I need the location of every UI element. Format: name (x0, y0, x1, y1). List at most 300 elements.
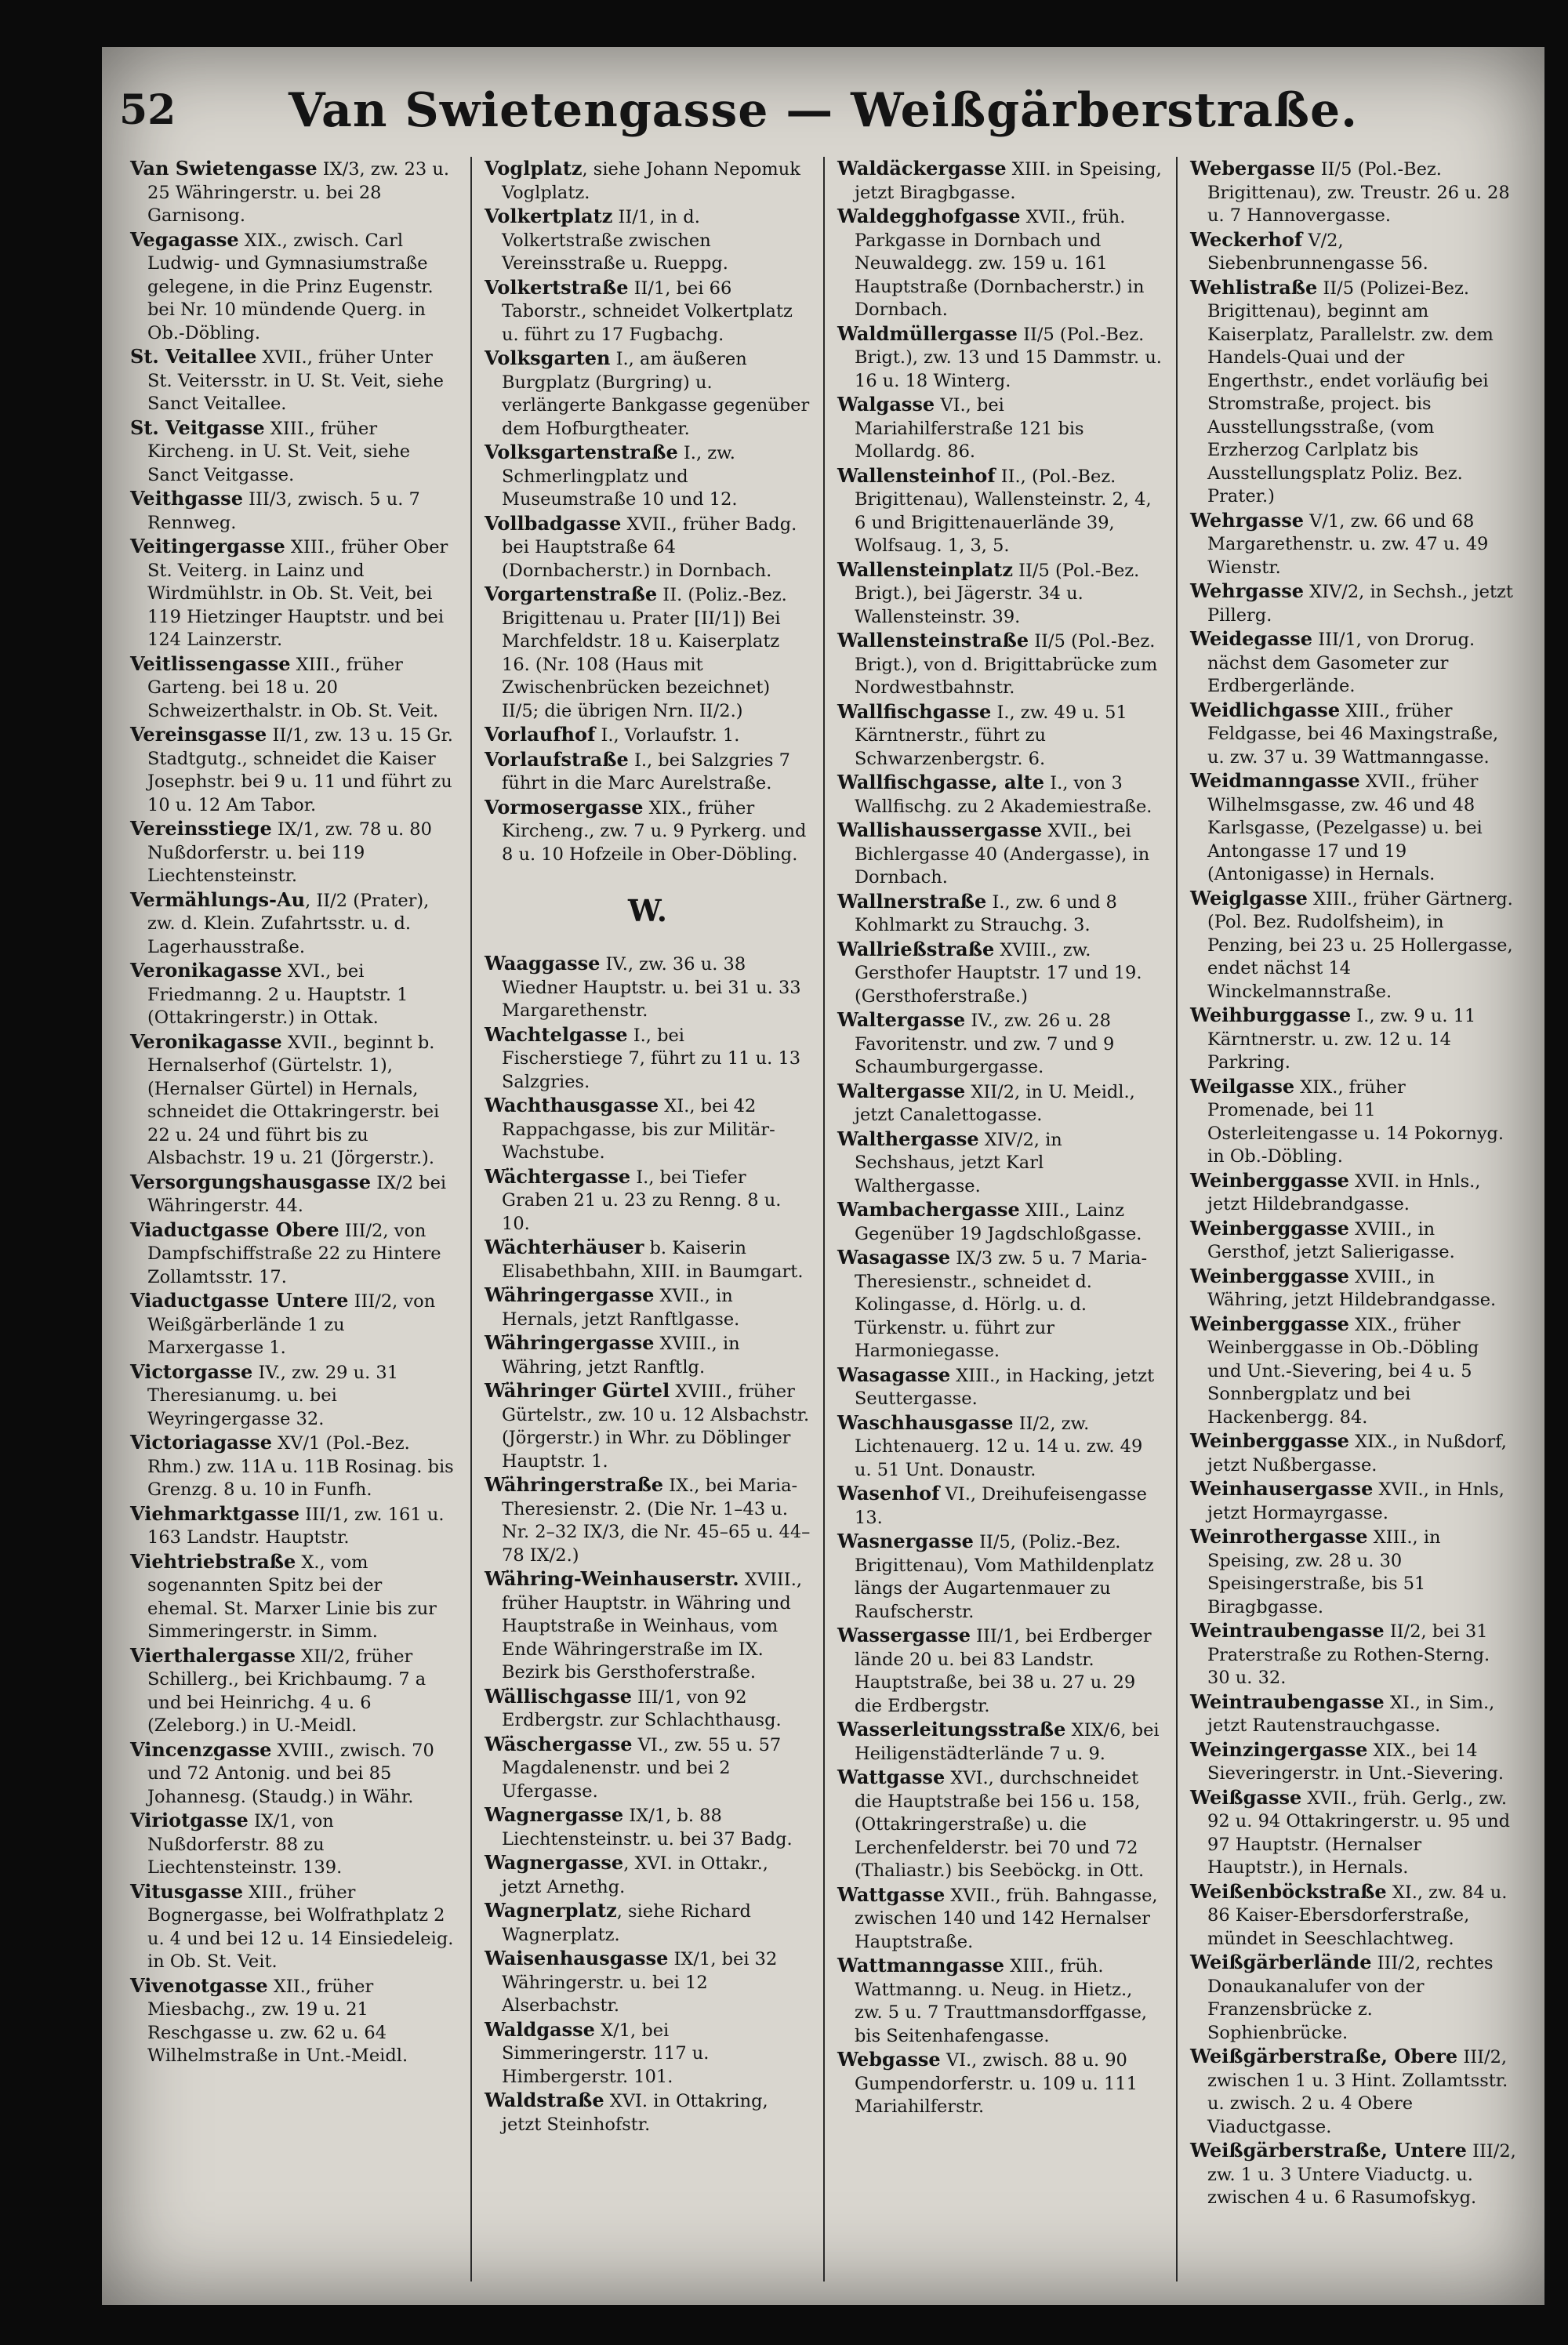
street-name: Weißgasse (1190, 1785, 1302, 1809)
street-entry (1190, 887, 1516, 1004)
street-name: Weckerhof (1190, 227, 1303, 251)
street-entry (837, 1718, 1163, 1766)
street-entry (130, 1030, 458, 1171)
street-description: IV., zw. 26 u. 28 Favoritenstr. und zw. 7 und 9 Schaumburgergasse. (855, 1011, 1115, 1077)
street-name: Vorgartenstraße (485, 583, 658, 605)
street-name: Waltergasse (837, 1008, 966, 1031)
street-name: Weinberggasse (1190, 1429, 1349, 1452)
street-name: Waldegghofgasse (837, 205, 1021, 227)
street-name: Wällischgasse (485, 1684, 632, 1708)
street-name: Vermählungs-Au (130, 888, 306, 911)
street-entry (130, 723, 458, 817)
street-name: Volkertstraße (485, 275, 629, 299)
street-description: , XVI. in Ottakr., jetzt Arnethg. (502, 1853, 768, 1897)
street-entry (485, 2089, 811, 2136)
street-entry (1190, 509, 1516, 580)
street-name: Viaductgasse Untere (130, 1289, 349, 1312)
street-description: I., Vorlaufstr. 1. (595, 725, 740, 746)
street-entry (130, 535, 458, 652)
street-name: Weinzingergasse (1190, 1737, 1368, 1761)
street-description: XIII., früher Garteng. bei 18 u. 20 Schweizerthalstr. in Ob. St. Veit. (147, 654, 439, 721)
street-entry (837, 322, 1163, 394)
street-name: Vollbadgasse (485, 511, 622, 535)
street-description: II/5 (Pol.-Bez. Brigt.), zw. 13 und 15 Dammstr. u. 16 u. 18 Winterg. (855, 324, 1162, 391)
street-name: Wächtergasse (485, 1164, 631, 1188)
street-entry (130, 228, 458, 346)
street-description: XIII., früher Kircheng. in U. St. Veit, siehe Sanct Veitgasse. (147, 418, 411, 485)
street-description: II/1, bei 66 Taborstr., schneidet Volkertplatz u. führt zu 17 Fugbachg. (502, 278, 793, 345)
street-description: I., von 3 Wallfischg. zu 2 Akademiestraße. (855, 773, 1152, 817)
street-description: XIX., früher Promenade, bei 11 Osterleitengasse u. 14 Pokornyg. in Ob.-Döbling. (1207, 1076, 1504, 1167)
street-description: II. (Poliz.-Bez. Brigittenau u. Prater [II/1]) Bei Marchfeldstr. 18 u. Kaiserplatz 16. (Nr. 108 (Haus mit Zwischenbrücken bezeichnet) II/5; die übrigen Nrn. II/2.) (502, 585, 787, 721)
street-description: I., zw. 49 u. 51 Kärntnerstr., führt zu Schwarzenbergstr. 6. (855, 702, 1127, 769)
street-entry (485, 1685, 811, 1733)
street-entry (1190, 1312, 1516, 1430)
street-name: Weiglgasse (1190, 886, 1308, 909)
street-name: Wehrgasse (1190, 508, 1304, 532)
street-description: II/1, zw. 13 u. 15 Gr. Stadtgutg., schneidet die Kaiser Josephstr. bei 9 u. 11 und führt zu 10 u. 12 Am Tabor. (147, 725, 453, 815)
street-name: Victoriagasse (130, 1431, 272, 1454)
street-description: II/1, in d. Volkertstraße zwischen Vereinsstraße u. Rueppg. (502, 207, 728, 274)
street-name: Wachthausgasse (485, 1094, 659, 1116)
street-description: III/3, zwisch. 5 u. 7 Rennweg. (147, 489, 420, 533)
street-entry (130, 157, 458, 228)
street-name: Vitusgasse (130, 1879, 243, 1903)
street-description: III/2, zwischen 1 u. 3 Hint. Zollamtsstr. u. zwisch. 2 u. 4 Obere Viaductgasse. (1207, 2047, 1508, 2137)
street-entry (485, 1473, 811, 1567)
street-name: Weinberggasse (1190, 1264, 1349, 1287)
street-entry (837, 1530, 1163, 1624)
street-name: Weinberggasse (1190, 1312, 1349, 1335)
street-description: XVI., durchschneidet die Hauptstraße bei 156 u. 158, (Ottakringerstraße) u. die Lerchenfelderstr. bei 70 und 72 (Thaliastr.) bis Seeböckg. in Ott. (855, 1768, 1145, 1881)
street-name: Veitlissengasse (130, 652, 291, 675)
street-description: XVII., früher Badg. bei Hauptstraße 64 (Dornbacherstr.) in Dornbach. (502, 514, 797, 581)
street-name: Veitingergasse (130, 535, 285, 557)
street-entry (837, 1411, 1163, 1483)
street-description: VI., zwisch. 88 u. 90 Gumpendorferstr. u. 109 u. 111 Mariahilferstr. (855, 2050, 1138, 2117)
street-description: XIX., bei 14 Sieveringerstr. in Unt.-Sievering. (1207, 1740, 1504, 1784)
street-description: XII/2, früher Schillerg., bei Krichbaumg. 7 a und bei Heinrichg. 4 u. 6 (Zeleborg.) in U.-Meidl. (147, 1646, 426, 1736)
street-entry (485, 1236, 811, 1283)
street-name: St. Veitgasse (130, 416, 265, 439)
street-name: Wasenhof (837, 1482, 940, 1505)
street-entry (1190, 1429, 1516, 1477)
street-entry (1190, 1217, 1516, 1265)
street-name: Weinberggasse (1190, 1168, 1349, 1192)
street-name: Währingergasse (485, 1283, 655, 1306)
street-name: Wachtelgasse (485, 1022, 628, 1046)
street-description: I., zw. 9 u. 11 Kärntnerstr. u. zw. 12 u. 14 Parkring. (1207, 1006, 1476, 1073)
street-name: Wallfischgasse, alte (837, 771, 1045, 793)
street-name: Veithgasse (130, 487, 243, 510)
street-entry (837, 205, 1163, 322)
street-name: Veronikagasse (130, 959, 282, 982)
street-entry (1190, 699, 1516, 770)
street-name: Volksgartenstraße (485, 441, 678, 463)
street-entry (1190, 1265, 1516, 1312)
street-description: III/2, von Weißgärberlände 1 zu Marxergasse 1. (147, 1291, 436, 1358)
street-name: Vierthalergasse (130, 1643, 296, 1667)
street-description: XIX., früher Weinberggasse in Ob.-Döbling und Unt.-Sievering, bei 4 u. 5 Sonnbergplatz und bei Hackenbergg. 84. (1207, 1314, 1479, 1428)
street-description: III/1, zw. 161 u. 163 Landstr. Hauptstr. (147, 1504, 445, 1548)
street-description: IX/1, von Nußdorferstr. 88 zu Liechtensteinstr. 139. (147, 1811, 343, 1878)
street-name: Webergasse (1190, 157, 1316, 180)
street-entry (485, 276, 811, 347)
street-entry (1190, 276, 1516, 509)
street-entry (485, 2018, 811, 2089)
street-index-columns (118, 157, 1529, 2281)
street-name: Wallensteinstraße (837, 629, 1029, 652)
street-description: XIV/2, in Sechshaus, jetzt Karl Walthergasse. (855, 1129, 1062, 1196)
street-entry (485, 512, 811, 583)
street-entry (485, 748, 811, 796)
street-entry (837, 1954, 1163, 2048)
street-entry (485, 796, 811, 867)
street-entry (485, 1947, 811, 2018)
street-entry (485, 1331, 811, 1379)
street-entry (485, 1094, 811, 1165)
street-name: Waschhausgasse (837, 1410, 1014, 1434)
street-description: X/1, bei Simmeringerstr. 117 u. Himbergerstr. 101. (502, 2020, 710, 2087)
street-description: V/1, zw. 66 und 68 Margarethenstr. u. zw. 47 u. 49 Wienstr. (1207, 510, 1489, 578)
street-description: XIII., früher Feldgasse, bei 46 Maxingstraße, u. zw. 37 u. 39 Wattmanngasse. (1207, 700, 1499, 768)
street-name: Wehrgasse (1190, 579, 1304, 602)
street-name: Versorgungshausgasse (130, 1170, 372, 1193)
street-description: II/5 (Pol.-Bez. Brigt.), bei Jägerstr. 34 u. Wallensteinstr. 39. (855, 560, 1140, 627)
street-entry (130, 1974, 458, 2068)
street-description: I., am äußeren Burgplatz (Burgring) u. verlängerte Bankgasse gegenüber dem Hofburgtheater. (502, 349, 810, 439)
street-description: IV., zw. 36 u. 38 Wiedner Hauptstr. u. bei 31 u. 33 Margarethenstr. (502, 954, 801, 1021)
street-entry (837, 1482, 1163, 1530)
street-entry (1190, 2139, 1516, 2210)
street-name: Weißenböckstraße (1190, 1879, 1387, 1903)
street-entry (130, 416, 458, 488)
street-description: XVIII., zw. Gersthofer Hauptstr. 17 und 19. (Gersthoferstraße.) (855, 939, 1142, 1007)
street-name: Weinrothergasse (1190, 1525, 1368, 1548)
street-entry (485, 347, 811, 441)
street-entry (1190, 1004, 1516, 1075)
street-description: VI., Dreihufeisengasse 13. (855, 1484, 1147, 1528)
street-entry (1190, 627, 1516, 699)
street-entry (485, 157, 811, 205)
street-entry (837, 1198, 1163, 1246)
street-name: Vegagasse (130, 227, 239, 251)
street-description: IX., bei Maria-Theresienstr. 2. (Die Nr. 1–43 u. Nr. 2–32 IX/3, die Nr. 45–65 u. 44–78 IX/2.) (502, 1476, 811, 1566)
street-entry (1190, 157, 1516, 228)
street-description: XVI., bei Friedmanng. 2 u. Hauptstr. 1 (Ottakringerstr.) in Ottak. (147, 961, 408, 1028)
street-description: XVIII., zwisch. 70 und 72 Antonig. und bei 85 Johannesg. (Staudg.) in Währ. (147, 1740, 434, 1807)
street-description: I., bei Salzgries 7 führt in die Marc Aurelstraße. (502, 750, 790, 793)
street-entry (1190, 1525, 1516, 1619)
street-description: III/2, zw. 1 u. 3 Untere Viaductg. u. zwischen 4 u. 6 Rasumofskyg. (1207, 2141, 1516, 2208)
street-description: II/2, bei 31 Praterstraße zu Rothen-Sterng. 30 u. 32. (1207, 1621, 1490, 1688)
street-description: XVII., in Hernals, jetzt Ranftlgasse. (502, 1286, 740, 1330)
street-name: Wasnergasse (837, 1530, 974, 1552)
street-entry (485, 205, 811, 276)
street-name: Viriotgasse (130, 1809, 249, 1831)
street-name: Währinger Gürtel (485, 1379, 670, 1402)
street-entry (837, 1883, 1163, 1955)
street-entry (1190, 1786, 1516, 1880)
street-name: Wagnergasse (485, 1851, 624, 1874)
street-entry (130, 1880, 458, 1974)
street-name: Weintraubengasse (1190, 1690, 1385, 1713)
street-entry (485, 1733, 811, 1804)
street-name: Vereinsgasse (130, 723, 267, 746)
street-description: IV., zw. 29 u. 31 Theresianumg. u. bei Weyringergasse 32. (147, 1362, 399, 1429)
street-name: Vormosergasse (485, 795, 644, 819)
street-name: Wasagasse (837, 1246, 951, 1269)
street-description: XVII., in Hnls, jetzt Hormayrgasse. (1207, 1479, 1504, 1523)
street-description: XIII., früher Gärtnerg. (Pol. Bez. Rudolfsheim), in Penzing, bei 23 u. 25 Hollergasse, endet nächst 14 Winckelmannstraße. (1207, 888, 1513, 1002)
street-description: XVIII., in Währing, jetzt Ranftlg. (502, 1334, 740, 1378)
street-description: II/2, zw. Lichtenauerg. 12 u. 14 u. zw. 49 u. 51 Unt. Donaustr. (855, 1413, 1143, 1480)
street-entry (1190, 1690, 1516, 1738)
street-description: I., zw. Schmerlingplatz und Museumstraße 10 und 12. (502, 443, 738, 510)
street-entry (130, 1289, 458, 1360)
street-name: Wassergasse (837, 1624, 971, 1646)
street-description: III/1, von 92 Erdbergstr. zur Schlachthausg. (502, 1686, 782, 1730)
street-name: Wattmanngasse (837, 1954, 1005, 1977)
street-description: III/2, von Dampfschiffstraße 22 zu Hintere Zollamtsstr. 17. (147, 1220, 441, 1287)
street-name: Währingergasse (485, 1331, 655, 1354)
street-description: IX/1, b. 88 Liechtensteinstr. u. bei 37 Badg. (502, 1806, 793, 1850)
street-description: XI., bei 42 Rappachgasse, bis zur Militär-Wachstube. (502, 1096, 775, 1163)
street-entry (130, 1644, 458, 1738)
street-description: V/2, Siebenbrunnengasse 56. (1207, 230, 1428, 274)
street-entry (130, 345, 458, 416)
street-entry (1190, 1738, 1516, 1786)
street-description: XIII. in Speising, jetzt Biragbgasse. (855, 159, 1162, 203)
street-name: Vivenotgasse (130, 1973, 268, 1997)
street-name: Voglplatz (485, 157, 583, 180)
street-name: Waaggasse (485, 952, 601, 975)
street-entry (130, 1550, 458, 1644)
street-entry (1190, 1477, 1516, 1525)
street-name: Walthergasse (837, 1127, 979, 1150)
street-entry (837, 1127, 1163, 1199)
street-name: Waldgasse (485, 2017, 595, 2041)
street-name: Weilgasse (1190, 1074, 1295, 1098)
street-entry (837, 558, 1163, 630)
street-entry (837, 1624, 1163, 1718)
street-description: XI., zw. 84 u. 86 Kaiser-Ebersdorferstraße, mündet in Seeschlachtweg. (1207, 1882, 1508, 1949)
street-name: Volksgarten (485, 347, 611, 369)
street-name: Walgasse (837, 393, 935, 416)
street-name: Weißgärberstraße, Untere (1190, 2139, 1467, 2162)
street-name: Weidmanngasse (1190, 769, 1360, 792)
street-name: Waldmüllergasse (837, 321, 1018, 345)
street-name: Wagnergasse (485, 1803, 624, 1826)
street-name: Weinhausergasse (1190, 1477, 1374, 1500)
street-description: XVIII., früher Hauptstr. in Währing und Hauptstraße in Weinhaus, vom Ende Währingerstraße im IX. Bezirk bis Gersthoferstraße. (502, 1570, 802, 1683)
street-name: Waldstraße (485, 2089, 604, 2111)
street-entry (1190, 1075, 1516, 1169)
street-description: IX/3 zw. 5 u. 7 Maria-Theresienstr., schneidet d. Kolingasse, d. Hörlg. u. d. Türkenstr. u. führt zur Harmoniegasse. (855, 1248, 1148, 1361)
street-entry (485, 441, 811, 512)
street-entry (130, 652, 458, 724)
street-description: VI., zw. 55 u. 57 Magdalenenstr. und bei 2 Ufergasse. (502, 1734, 782, 1802)
street-entry (1190, 228, 1516, 276)
street-description: I., zw. 6 und 8 Kohlmarkt zu Strauchg. 3. (855, 891, 1117, 935)
street-entry (1190, 1951, 1516, 2045)
street-description: IX/2 bei Währingerstr. 44. (147, 1172, 447, 1216)
street-description: XVII., früher Unter St. Veitersstr. in U. St. Veit, siehe Sanct Veitallee. (147, 347, 444, 414)
street-description: XII/2, in U. Meidl., jetzt Canalettogasse. (855, 1081, 1135, 1125)
street-description: b. Kaiserin Elisabethbahn, XIII. in Baumgart. (502, 1238, 804, 1282)
street-description: XIII., früh. Wattmanng. u. Neug. in Hietz., zw. 5 u. 7 Trauttmansdorffgasse, bis Seitenhafengasse. (855, 1956, 1148, 2046)
street-description: III/2, rechtes Donaukanalufer von der Franzensbrücke z. Sophienbrücke. (1207, 1953, 1494, 2043)
street-entry (485, 1567, 811, 1685)
street-name: Wehlistraße (1190, 275, 1318, 299)
street-description: I., bei Tiefer Graben 21 u. 23 zu Renng. 8 u. 10. (502, 1167, 782, 1234)
street-name: Wallensteinplatz (837, 557, 1013, 581)
street-entry (1190, 579, 1516, 627)
street-description: XII., früher Miesbachg., zw. 19 u. 21 Reschgasse u. zw. 62 u. 64 Wilhelmstraße in Unt.-Meidl. (147, 1976, 408, 2066)
street-name: Währingerstraße (485, 1473, 664, 1496)
street-name: Vorlaufhof (485, 723, 596, 746)
street-description: XIX/6, bei Heiligenstädterlände 7 u. 9. (855, 1720, 1160, 1764)
street-entry (837, 890, 1163, 938)
street-description: XV/1 (Pol.-Bez. Rhm.) zw. 11A u. 11B Rosinag. bis Grenzg. 8 u. 10 in Funfh. (147, 1433, 454, 1500)
street-entry (1190, 1880, 1516, 1951)
directory-page (102, 47, 1544, 2305)
street-name: Weintraubengasse (1190, 1619, 1385, 1642)
column-1 (118, 157, 470, 2281)
street-description: XIII., in Hacking, jetzt Seuttergasse. (855, 1365, 1155, 1409)
street-entry (1190, 769, 1516, 887)
street-name: Waisenhausgasse (485, 1947, 669, 1969)
street-entry (837, 819, 1163, 890)
street-entry (485, 1899, 811, 1947)
street-name: Weinberggasse (1190, 1216, 1349, 1240)
street-description: IX/1, bei 32 Währingerstr. u. bei 12 Alserbachstr. (502, 1949, 778, 2016)
street-description: XVI. in Ottakring, jetzt Steinhofstr. (502, 2091, 768, 2135)
street-description: , siehe Johann Nepomuk Voglplatz. (502, 159, 800, 203)
street-description: III/1, von Drorug. nächst dem Gasometer zur Erdbergerlände. (1207, 630, 1475, 696)
street-entry (130, 888, 458, 960)
street-entry (130, 1218, 458, 1290)
street-entry (485, 952, 811, 1023)
street-description: XIX., zwisch. Carl Ludwig- und Gymnasiumstraße gelegene, in die Prinz Eugenstr. bei Nr. 10 mündende Querg. in Ob.-Döbling. (147, 230, 434, 343)
street-name: Wallrießstraße (837, 937, 995, 960)
street-entry (130, 1431, 458, 1502)
street-name: Wasagasse (837, 1363, 951, 1386)
street-description: II/5, (Poliz.-Bez. Brigittenau), Vom Mathildenplatz längs der Augartenmauer zu Raufscherstr. (855, 1532, 1154, 1622)
street-entry (837, 1080, 1163, 1127)
street-entry (485, 1851, 811, 1899)
street-description: XVIII., in Währing, jetzt Hildebrandgasse. (1207, 1266, 1497, 1310)
street-name: Wattgasse (837, 1766, 946, 1788)
street-name: Vereinsstiege (130, 817, 272, 840)
street-description: XIX., in Nußdorf, jetzt Nußbergasse. (1207, 1432, 1507, 1476)
street-description: II/5 (Polizei-Bez. Brigittenau), beginnt am Kaiserplatz, Parallelstr. zw. dem Handels-Quai und der Engerthstr., endet vorläufig bei Stromstraße, project. bis Ausstellungsstraße, (vom Erzherzog Carlplatz bis Ausstellungsplatz Poliz. Bez. Prater.) (1207, 278, 1494, 506)
street-description: XVII., früher Wilhelmsgasse, zw. 46 und 48 Karlsgasse, (Pezelgasse) u. bei Antongasse 17 und 19 (Antonigasse) in Hernals. (1207, 771, 1483, 884)
street-name: Wallfischgasse (837, 699, 992, 723)
street-entry (837, 157, 1163, 205)
street-description: XIII., früher Bognergasse, bei Wolfrathplatz 2 u. 4 und bei 12 u. 14 Einsiedeleig. in Ob. St. Veit. (147, 1882, 454, 1972)
street-description: , II/2 (Prater), zw. d. Klein. Zufahrtsstr. u. d. Lagerhausstraße. (147, 890, 430, 957)
street-name: Währing-Weinhauserstr. (485, 1567, 739, 1590)
street-entry (837, 393, 1163, 464)
street-entry (837, 700, 1163, 771)
street-description: II., (Pol.-Bez. Brigittenau), Wallensteinstr. 2, 4, 6 und Brigittenauerlände 39, Wolfsaug. 1, 3, 5. (855, 466, 1152, 556)
street-name: Vincenzgasse (130, 1737, 272, 1761)
street-description: XVII., beginnt b. Hernalserhof (Gürtelstr. 1), (Hernalser Gürtel) in Hernals, schneidet die Ottakringerstr. bei 22 u. 24 und führt bis zu Alsbachstr. 19 u. 21 (Jörgerstr.). (147, 1032, 440, 1168)
street-description: XVIII., früher Gürtelstr., zw. 10 u. 12 Alsbachstr. (Jörgerstr.) in Whr. zu Döblinger Hauptstr. 1. (502, 1381, 810, 1472)
street-description: II/5 (Pol.-Bez. Brigt.), von d. Brigittabrücke zum Nordwestbahnstr. (855, 631, 1158, 698)
street-description: XIII., früher Ober St. Veiterg. in Lainz und Wirdmühlstr. in Ob. St. Veit, bei 119 Hietzinger Hauptstr. und bei 124 Lainzerstr. (147, 537, 448, 650)
street-name: Vorlaufstraße (485, 747, 629, 771)
street-entry (485, 723, 811, 748)
street-description: XIX., früher Kircheng., zw. 7 u. 9 Pyrkerg. und 8 u. 10 Hofzeile in Ober-Döbling. (502, 797, 807, 865)
column-2 (470, 157, 823, 2281)
street-entry (485, 1379, 811, 1473)
street-entry (837, 1008, 1163, 1080)
street-name: Volkertplatz (485, 205, 613, 227)
street-name: Webgasse (837, 2048, 941, 2071)
street-entry (485, 1165, 811, 1236)
street-description: XIV/2, in Sechsh., jetzt Pillerg. (1207, 582, 1513, 626)
street-description: XVII., früh. Gerlg., zw. 92 u. 94 Ottakringerstr. u. 95 und 97 Hauptstr. (Hernalser Hauptstr.), in Hernals. (1207, 1788, 1510, 1878)
street-entry (837, 1766, 1163, 1883)
street-description: I., bei Fischerstiege 7, führt zu 11 u. 13 Salzgries. (502, 1025, 801, 1092)
street-description: IX/1, zw. 78 u. 80 Nußdorferstr. u. bei 119 Liechtensteinstr. (147, 819, 432, 886)
street-entry (837, 2048, 1163, 2119)
street-name: Veronikagasse (130, 1029, 282, 1053)
street-name: Viehtriebstraße (130, 1549, 296, 1573)
street-description: VI., bei Mariahilferstraße 121 bis Mollardg. 86. (855, 395, 1084, 462)
street-description: XVII., bei Bichlergasse 40 (Andergasse), in Dornbach. (855, 821, 1150, 888)
street-entry (1190, 1169, 1516, 1217)
street-name: Wambachergasse (837, 1198, 1020, 1221)
street-description: XI., in Sim., jetzt Rautenstrauchgasse. (1207, 1692, 1495, 1736)
column-3 (823, 157, 1176, 2281)
street-entry (130, 817, 458, 888)
street-name: Viehmarktgasse (130, 1501, 299, 1525)
street-description: II/5 (Pol.-Bez. Brigittenau), zw. Treustr. 26 u. 28 u. 7 Hannovergasse. (1207, 159, 1510, 226)
column-4 (1176, 157, 1529, 2281)
street-name: Wäschergasse (485, 1732, 633, 1755)
street-description: XIII., Lainz Gegenüber 19 Jagdschloßgasse. (855, 1200, 1142, 1244)
street-name: Waltergasse (837, 1079, 966, 1102)
street-entry (130, 1809, 458, 1880)
page-number: 52 (119, 86, 176, 134)
street-name: Weißgärberlände (1190, 1951, 1372, 1973)
street-description: XIII., in Speising, zw. 28 u. 30 Speisingerstraße, bis 51 Biragbgasse. (1207, 1527, 1441, 1617)
street-entry (837, 629, 1163, 700)
street-name: Wallishaussergasse (837, 819, 1043, 841)
street-entry (837, 464, 1163, 558)
street-name: Weißgärberstraße, Obere (1190, 2045, 1458, 2067)
street-entry (837, 1246, 1163, 1363)
running-title: Van Swietengasse — Weißgärberstraße. (288, 83, 1359, 138)
street-entry (1190, 1619, 1516, 1690)
street-name: Van Swietengasse (130, 157, 318, 180)
street-description: XVII., früh. Parkgasse in Dornbach und Neuwaldegg. zw. 159 u. 161 Hauptstraße (Dornbacherstr.) in Dornbach. (855, 207, 1145, 320)
street-entry (1190, 2045, 1516, 2139)
street-entry (130, 1360, 458, 1432)
street-name: St. Veitallee (130, 345, 257, 368)
section-letter: W. (628, 893, 667, 928)
street-name: Victorgasse (130, 1359, 253, 1383)
street-description: X., vom sogenannten Spitz bei der ehemal. St. Marxer Linie bis zur Simmeringerstr. in Simm. (147, 1552, 437, 1642)
street-entry (130, 1171, 458, 1218)
street-description: XVII. in Hnls., jetzt Hildebrandgasse. (1207, 1171, 1481, 1214)
street-name: Weidlichgasse (1190, 698, 1341, 721)
street-name: Wasserleitungsstraße (837, 1718, 1066, 1741)
street-description: IX/3, zw. 23 u. 25 Währingerstr. u. bei 28 Garnisong. (147, 159, 450, 226)
